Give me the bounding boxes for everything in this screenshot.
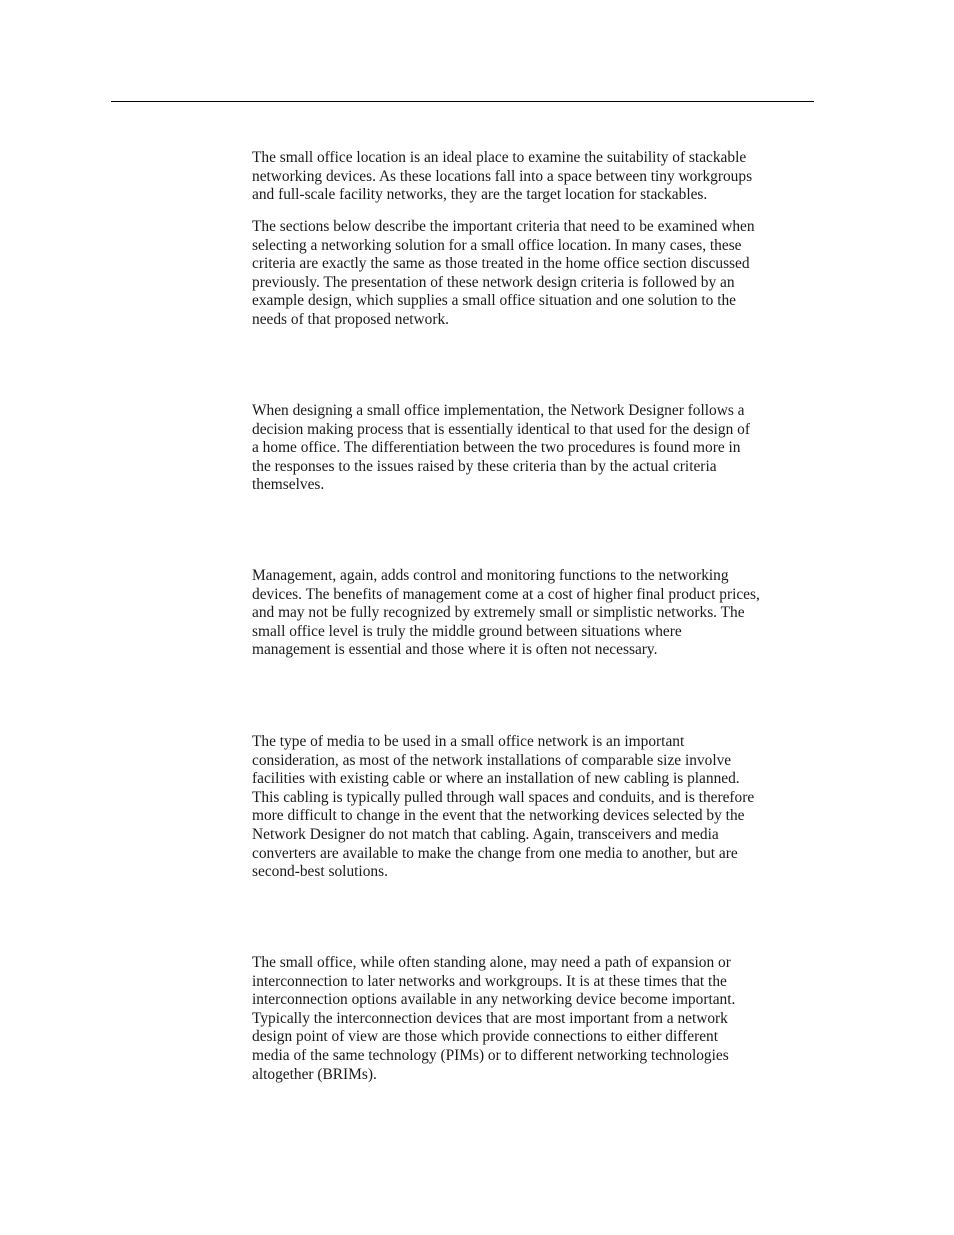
paragraph-management: Management, again, adds control and monitoring functions to the networking devices. The benefits of management come at a cost of higher final product prices, and may not be fully recognized by extremely small or simplistic networks. The small office level is truly the middle ground between situations where management is essential and those where it is often not necessary. <box>252 567 760 659</box>
paragraph-small-office-intro: The small office location is an ideal place to examine the suitability of stackable networking devices. As these locations fall into a space between tiny workgroups and full-scale facility networks, they are the target location for stackables. <box>252 149 753 204</box>
paragraph-design-process: When designing a small office implementation, the Network Designer follows a decision making process that is essentially identical to that used for the design of a home office. The differentiation between the two procedures is found more in the responses to the issues raised by these criteria than by the actual criteria themselves. <box>252 402 750 494</box>
paragraph-criteria-overview: The sections below describe the important criteria that need to be examined when selecting a networking solution for a small office location. In many cases, these criteria are exactly the same as those treated in the home office section discussed previously. The presentation of these network design criteria is followed by an example design, which supplies a small office situation and one solution to the needs of that proposed network. <box>252 218 755 328</box>
header-rule <box>111 101 814 102</box>
paragraph-media-type: The type of media to be used in a small office network is an important consideration, as most of the network installations of comparable size involve facilities with existing cable or where an installation of new cabling is planned. This cabling is typically pulled through wall spaces and conduits, and is therefore more difficult to change in the event that the networking devices selected by the Network Designer do not match that cabling. Again, transceivers and media converters are available to make the change from one media to another, but are second-best solutions. <box>252 733 755 881</box>
paragraph-interconnection: The small office, while often standing alone, may need a path of expansion or interconnection to later networks and workgroups. It is at these times that the interconnection options available in any networking device become important. Typically the interconnection devices that are most important from a network design point of view are those which provide connections to either different media of the same technology (PIMs) or to different networking technologies altogether (BRIMs). <box>252 954 736 1083</box>
